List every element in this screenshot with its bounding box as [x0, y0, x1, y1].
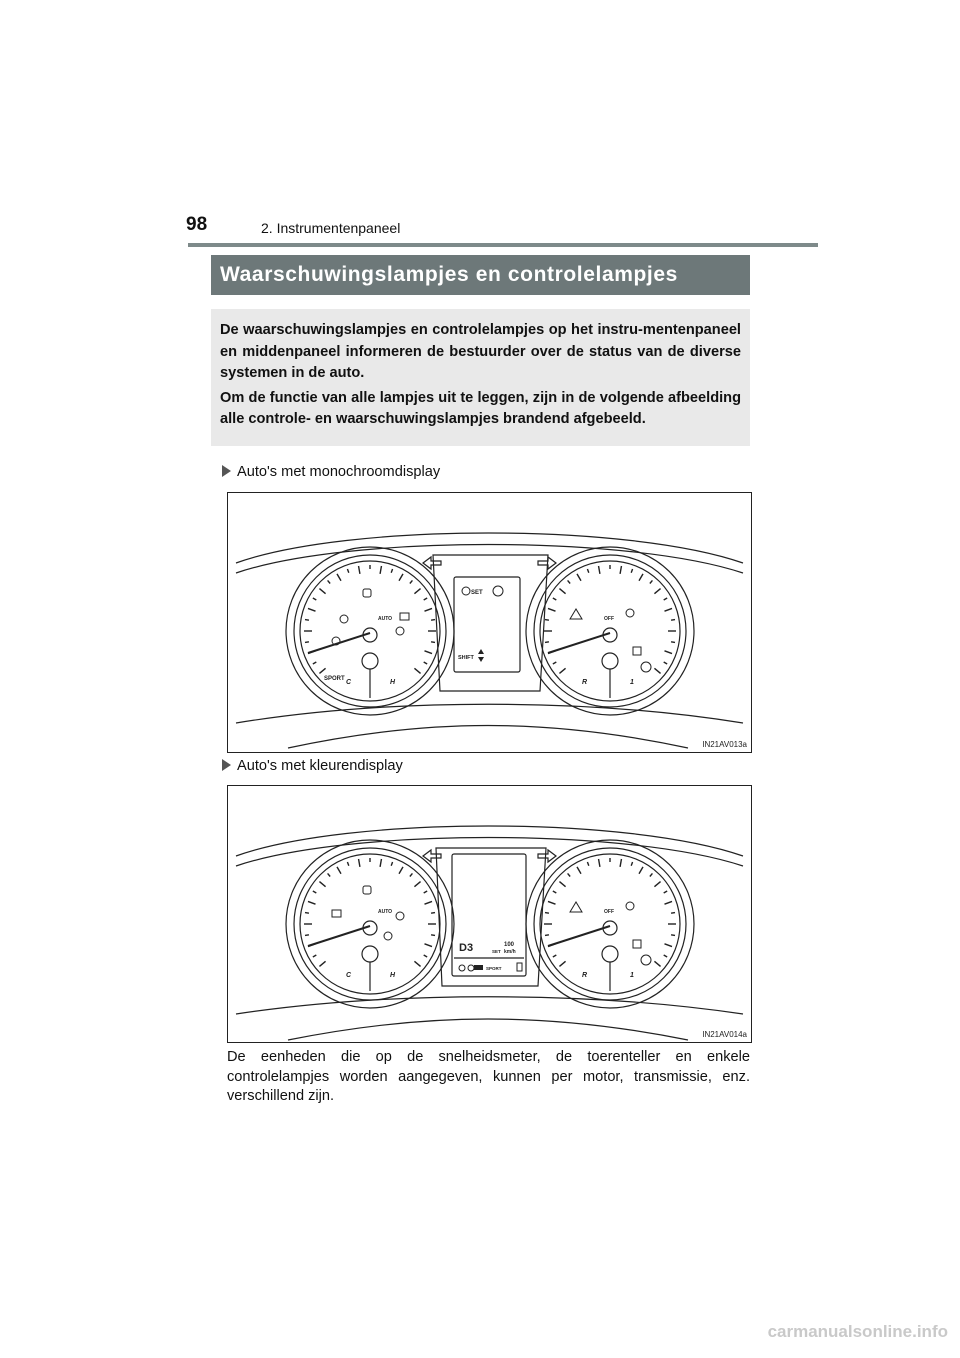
gauge-tick [313, 662, 316, 664]
gauge-tick [664, 598, 667, 600]
footer-note: De eenheden die op de snelheidsmeter, de toerenteller en enkele controlelampjes worden aangegeven, kunnen per motor, transmissie, enz. verschillend zijn. [227, 1049, 750, 1104]
gauge-tick [424, 598, 427, 600]
shift-label: SHIFT [458, 655, 474, 661]
gauge-tick [319, 668, 325, 673]
off-label: OFF [604, 616, 614, 622]
gauge-tick [599, 566, 600, 574]
header-divider [188, 243, 818, 247]
gauge-tick [424, 891, 427, 893]
gauge-tick [414, 882, 420, 887]
gauge-tick [399, 574, 403, 581]
gauge-tick [665, 651, 673, 654]
gauge-tick [577, 867, 581, 874]
gauge-tick [654, 961, 660, 966]
gauge-tick [654, 668, 660, 673]
gauge-tick [391, 862, 392, 866]
gauge-tick [559, 961, 565, 966]
gauge-tick [553, 598, 556, 600]
gauge-tick [391, 569, 392, 573]
gauge-tick [664, 955, 667, 957]
watermark: carmanualsonline.info [767, 1322, 948, 1341]
gauge-tick [308, 901, 316, 904]
off-label: OFF [604, 909, 614, 915]
gauge-tick [359, 566, 360, 574]
gauge-tick [328, 873, 331, 876]
gauge-tick [305, 935, 309, 936]
reserve-label: R [582, 972, 588, 979]
full-label: 1 [630, 972, 634, 979]
gauge-tick [431, 642, 435, 643]
gauge-tick [380, 859, 381, 867]
gauge-tick [650, 580, 653, 583]
gauge-tick [620, 859, 621, 867]
gauge-tick [425, 901, 433, 904]
cold-label: C [346, 679, 352, 686]
gauge-tick [548, 901, 556, 904]
gauge-tick [664, 891, 667, 893]
gauge-tick [308, 608, 316, 611]
gauge-tick [424, 955, 427, 957]
gauge-tick [425, 651, 433, 654]
gauge-tick [410, 580, 413, 583]
gauge-tick [664, 662, 667, 664]
figure-caption-text: Auto's met kleurendisplay [237, 758, 403, 774]
chapter-title: 2. Instrumentenpaneel [261, 220, 401, 236]
gauge-tick [665, 944, 673, 947]
cold-label: C [346, 972, 352, 979]
gauge-tick [425, 944, 433, 947]
gauge-tick [414, 589, 420, 594]
cluster-illustration-monochrome [228, 493, 751, 752]
figure-caption-color [222, 758, 403, 774]
full-label: 1 [630, 679, 634, 686]
gauge-tick [313, 955, 316, 957]
gauge-tick [553, 955, 556, 957]
gauge-tick [313, 598, 316, 600]
sport-label: SPORT [324, 676, 345, 682]
dash-lower-line [236, 704, 743, 723]
dash-hood-line [236, 533, 743, 563]
figure-code: IN21AV013a [702, 740, 747, 749]
gauge-tick [380, 566, 381, 574]
gauge-tick [545, 620, 549, 621]
section-title: Waarschuwingslampjes en controlelampjes [211, 255, 750, 295]
gauge-tick [425, 608, 433, 611]
gauge-tick [414, 961, 420, 966]
figure-code: IN21AV014a [702, 1030, 747, 1039]
gauge-tick [631, 569, 632, 573]
instrument-cluster-figure-monochrome [227, 492, 752, 753]
figure-caption-text: Auto's met monochroomdisplay [237, 464, 441, 480]
gauge-tick [431, 935, 435, 936]
set-label: SET [471, 590, 483, 596]
gauge-tick [671, 913, 675, 914]
sport-label: SPORT [486, 966, 502, 971]
gauge-tick [414, 668, 420, 673]
page-number: 98 [186, 214, 208, 235]
gauge-tick [559, 882, 565, 887]
bullet-arrow-icon [222, 759, 231, 771]
gauge-tick [654, 589, 660, 594]
intro-box [211, 309, 750, 446]
gauge-tick [319, 961, 325, 966]
gauge-tick [665, 608, 673, 611]
gauge-tick [305, 642, 309, 643]
figure-caption-monochrome [222, 464, 440, 480]
gauge-tick [347, 862, 348, 866]
reserve-label: R [582, 679, 588, 686]
gauge-tick [620, 566, 621, 574]
gauge-tick [424, 662, 427, 664]
gauge-tick [347, 569, 348, 573]
gauge-tick [399, 867, 403, 874]
gauge-tick [305, 913, 309, 914]
hot-label: H [390, 679, 396, 686]
gauge-tick [545, 935, 549, 936]
auto-label: AUTO [378, 909, 393, 915]
gauge-tick [639, 867, 643, 874]
gauge-tick [671, 935, 675, 936]
set-label: SET [492, 949, 501, 954]
gauge-tick [410, 873, 413, 876]
gear-indicator: D3 [459, 942, 474, 954]
gauge-tick [577, 574, 581, 581]
gauge-tick [545, 642, 549, 643]
gauge-tick [319, 589, 325, 594]
gauge-tick [654, 882, 660, 887]
hot-label: H [390, 972, 396, 979]
gauge-tick [313, 891, 316, 893]
gauge-tick [631, 862, 632, 866]
gauge-tick [548, 608, 556, 611]
gauge-tick [587, 569, 588, 573]
cluster-illustration-color [228, 786, 751, 1042]
gauge-tick [328, 580, 331, 583]
gauge-tick [545, 913, 549, 914]
intro-paragraph-2: Om de functie van alle lampjes uit te leggen, zijn in de volgende afbeelding alle controle- en waarschuwingslampjes brandend afgebeeld. [220, 389, 741, 427]
gauge-tick [671, 642, 675, 643]
gauge-tick [568, 873, 571, 876]
gauge-tick [599, 859, 600, 867]
gauge-tick [337, 867, 341, 874]
gauge-tick [665, 901, 673, 904]
gauge-tick [568, 580, 571, 583]
instrument-cluster-figure-color [227, 785, 752, 1043]
gauge-tick [319, 882, 325, 887]
gauge-tick [587, 862, 588, 866]
gauge-tick [431, 620, 435, 621]
gauge-tick [553, 891, 556, 893]
gauge-tick [359, 859, 360, 867]
bullet-arrow-icon [222, 465, 231, 477]
gauge-tick [553, 662, 556, 664]
gauge-tick [639, 574, 643, 581]
gauge-tick [671, 620, 675, 621]
gauge-tick [431, 913, 435, 914]
dash-lower-line [288, 726, 688, 749]
speed-unit: km/h [504, 949, 516, 955]
gauge-tick [559, 668, 565, 673]
gauge-tick [650, 873, 653, 876]
gauge-tick [337, 574, 341, 581]
auto-label: AUTO [378, 616, 393, 622]
gauge-tick [559, 589, 565, 594]
speed-value: 100 [504, 942, 515, 948]
gauge-tick [305, 620, 309, 621]
intro-paragraph-1: De waarschuwingslampjes en controlelampjes op het instru-mentenpaneel en middenpaneel informeren de bestuurder over de status van de diverse systemen in de auto. [220, 322, 741, 381]
